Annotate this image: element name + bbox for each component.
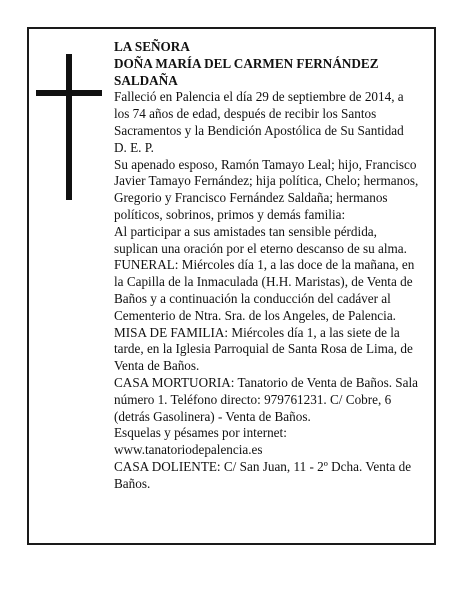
cross-icon (36, 54, 102, 200)
condolences-url: www.tanatoriodepalencia.es (114, 442, 263, 458)
cross-horizontal-bar (36, 90, 102, 96)
deceased-name: DOÑA MARÍA DEL CARMEN FERNÁNDEZ SALDAÑA (114, 55, 379, 88)
family-members: Su apenado esposo, Ramón Tamayo Leal; hijo, Francisco Javier Tamayo Fernández; hija política, Chelo; hermanos, Gregorio y Francisco Fernández Saldaña; hermanos políticos, sobrinos, primos y demás familia: (114, 156, 419, 222)
family-mass-info: MISA DE FAMILIA: Miércoles día 1, a las siete de la tarde, en la Iglesia Parroquial de Santa Rosa de Lima, de Venta de Baños. (114, 324, 413, 374)
dep-text: D. E. P. (114, 139, 154, 155)
funeral-info: FUNERAL: Miércoles día 1, a las doce de la mañana, en la Capilla de la Inmaculada (H.H. Maristas), de Venta de Baños y a continuación la conducción del cadáver al Cementerio de Ntra. Sra. de los Angeles, de Palencia. (114, 257, 415, 323)
obituary-text (114, 39, 419, 493)
prayer-request: Al participar a sus amistades tan sensible pérdida, suplican una oración por el eterno descanso de su alma. (114, 223, 407, 256)
cross-vertical-bar (66, 54, 72, 200)
mourning-house-info: CASA DOLIENTE: C/ San Juan, 11 - 2º Dcha. Venta de Baños. (114, 458, 412, 491)
death-statement: Falleció en Palencia el día 29 de septiembre de 2014, a los 74 años de edad, después de recibir los Santos Sacramentos y la Bendición Apostólica de Su Santidad (114, 89, 404, 138)
funeral-home-info: CASA MORTUORIA: Tanatorio de Venta de Baños. Sala número 1. Teléfono directo: 979761231. C/ Cobre, 6 (detrás Gasolinera) - Venta de Baños. (114, 374, 419, 424)
notice-heading-title: LA SEÑORA (114, 39, 190, 54)
condolences-label: Esquelas y pésames por internet: (114, 425, 287, 441)
